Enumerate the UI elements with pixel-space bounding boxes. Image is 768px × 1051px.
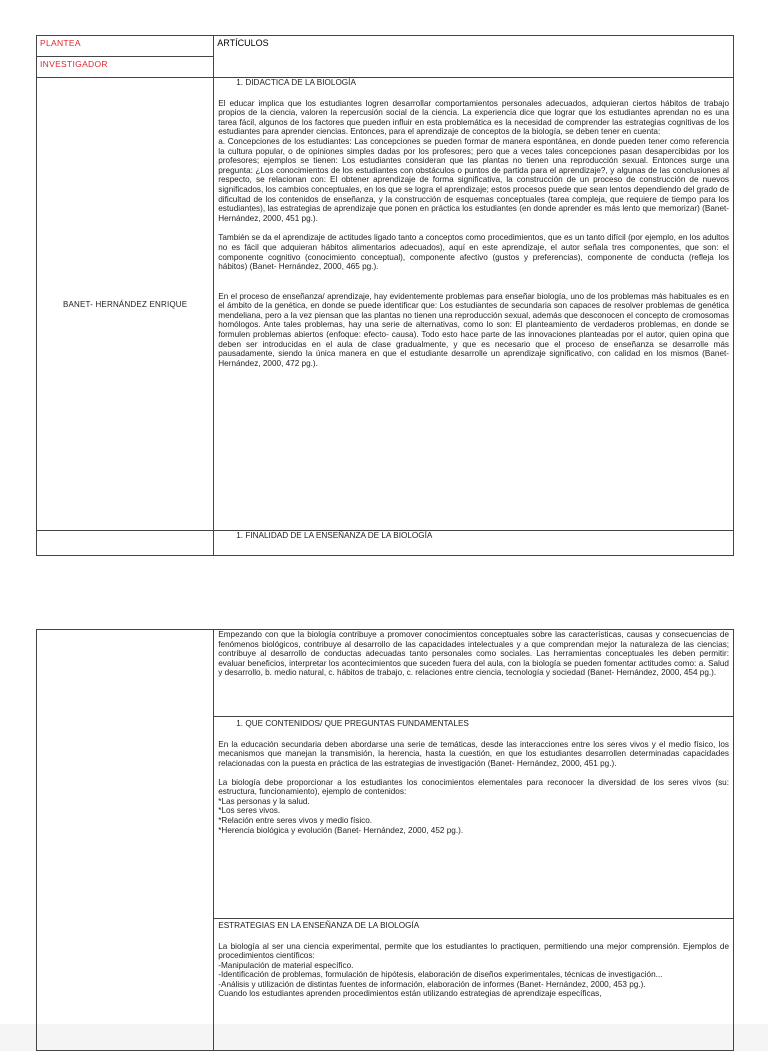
list-item: *Los seres vivos. <box>218 806 281 816</box>
paragraph: En la educación secundaria deben abordarse una serie de temáticas, desde las interacciones entre los seres vivos y el medio físico, los mecanismos que manejan la transmisión, la herencia, hasta la cuestión, en que los estudiantes desarrollen determinadas capacidades relacionadas con la puesta en práctica de las estrategias de investigación (Banet- Hernández, 2000, 451 pg.). <box>218 739 729 769</box>
list-item: -Análisis y utilización de distintas fuentes de información, elaboración de informes (Banet- Hernández, 2000, 453 pg.). <box>218 979 646 989</box>
content-cell <box>214 630 734 717</box>
section-heading-contenidos: 1. QUE CONTENIDOS/ QUE PREGUNTAS FUNDAMENTALES <box>236 719 469 729</box>
articles-table-top <box>36 35 734 556</box>
label-articulos: ARTÍCULOS <box>214 36 734 78</box>
label-plantea: PLANTEA <box>37 36 214 57</box>
author-cell: BANET- HERNÁNDEZ ENRIQUE <box>37 78 214 531</box>
list-item: -Identificación de problemas, formulación de hipótesis, elaboración de diseños experimentales, técnicas de investigación... <box>218 970 663 980</box>
heading-cell <box>214 531 734 556</box>
list-item: -Manipulación de material específico. <box>218 960 354 970</box>
section-heading-estrategias: ESTRATEGIAS EN LA ENSEÑANZA DE LA BIOLOGÍA <box>218 920 420 930</box>
list-item: *Relación entre seres vivos y medio físico. <box>218 816 373 826</box>
articles-content-cell <box>214 78 734 531</box>
empty-cell <box>37 531 214 556</box>
paragraph: También se da el aprendizaje de actitudes ligado tanto a conceptos como procedimientos, que es un tanto difícil (por ejemplo, en los adultos no es fácil que adquieran hábitos alimentarios adecuados), aquí en este aprendizaje, el autor señala tres componentes, que son: el componente cognitivo (conocimiento conceptual), componente afectivo (gustos y preferencias), componente de conducta (refleja los hábitos) (Banet- Hernández, 2000, 465 pg.). <box>218 233 729 272</box>
content-cell <box>214 918 734 1050</box>
articles-table-bottom <box>36 629 734 1051</box>
section-heading-finalidad: 1. FINALIDAD DE LA ENSEÑANZA DE LA BIOLOGÍA <box>236 531 433 540</box>
list-item: *Herencia biológica y evolución (Banet- Hernández, 2000, 452 pg.). <box>218 825 464 835</box>
empty-cell <box>37 630 214 1051</box>
list-item: *Las personas y la salud. <box>218 796 310 806</box>
procedures-list <box>218 961 729 990</box>
paragraph: La biología debe proporcionar a los estudiantes los conocimientos elementales para reconocer la diversidad de los seres vivos (su: estructura, funcionamiento), ejemplo de contenidos: <box>218 777 729 797</box>
paragraph: El educar implica que los estudiantes logren desarrollar comportamientos personales adecuados, adquieran ciertos hábitos de trabajo propios de la ciencia, valoren la repercusión social de la ciencia. La experiencia dice que lograr que los estudiantes aprendan no es una tarea fácil, algunos de los factores que pueden influir en esta problemática es la necesidad de comprender las estrategias cognitivas de los estudiantes para aprender ciencias. Entonces, para el aprendizaje de conceptos de la biología, se deben tener en cuenta: <box>218 98 729 137</box>
paragraph: La biología al ser una ciencia experimental, permite que los estudiantes lo practiquen, permitiendo una mejor comprensión. Ejemplos de procedimientos científicos: <box>218 941 729 961</box>
paragraph: a. Concepciones de los estudiantes: Las concepciones se pueden formar de manera espontánea, en donde pueden tener como referencia la cultura popular, o de opiniones simples dadas por los profesores; pero que a veces tales concepciones pasan desapercibidas por los profesores; ejemplos se tienen: Los estudiantes consideran que las plantas no tienen una reproducción sexual. Entonces surge una pregunta: ¿Los conocimientos de los estudiantes con obstáculos o puntos de partida para el aprendizaje?, y algunas de las conclusiones al respecto, se relacionan con: El obtener aprendizaje de forma significativa, la construcción de un proceso de construcción de nuevos significados, los cambios conceptuales, en los que se logra el aprendizaje; estos procesos puede que sean lentos dependiendo del grado de dificultad de los contenidos de enseñanza, y la construcción de esquemas conceptuales (tarea compleja, que requiere de tiempo para los estudiantes), las estrategias de aprendizaje que ponen en práctica los estudiantes (en donde aprender es más lento que memorizar) (Banet- Hernández, 2000, 451 pg.). <box>218 136 729 223</box>
section-heading-didactica: 1. DIDACTICA DE LA BIOLOGÍA <box>236 78 356 87</box>
paragraph: En el proceso de enseñanza/ aprendizaje, hay evidentemente problemas para enseñar biología, uno de los problemas más habituales es en el ámbito de la genética, en donde se puede identificar que: Los estudiantes de secundaria son capaces de resolver problemas de genética mendeliana, pero a la vez piensan que las plantas no tienen una reproducción sexual, además que desconocen el concepto de cromosomas homólogos. Ante tales problemas, hay una serie de alternativas, como lo son: El planteamiento de verdaderos problemas, en donde se formulen problemas abiertos (enfoque: efecto- causa). Todo esto hace parte de las innovaciones planteadas por el autor, quien opina que deben ser introducidas en el aula de clase gradualmente, y que es necesario que el proceso de enseñanza se desarrolle más pausadamente, siendo la única manera en que el estudiante desarrolle un aprendizaje significativo, con calidad en los mismos (Banet- Hernández, 2000, 472 pg.). <box>218 291 729 368</box>
label-investigador: INVESTIGADOR <box>37 57 214 78</box>
paragraph: Empezando con que la biología contribuye a promover conocimientos conceptuales sobre las características, causas y consecuencias de fenómenos biológicos, contribuye al desarrollo de las capacidades intelectuales y a que comprendan mejor la naturaleza de las ciencias; contribuye al desarrollo de conductas adecuadas tanto personales como sociales. Las herramientas conceptuales les deben permitir: evaluar beneficios, interpretar los acontecimientos que suceden fuera del aula, con la biología se pueden fomentar actitudes como: a. Salud y desarrollo, b. medio natural, c. hábitos de trabajo, c. relaciones entre ciencia, tecnología y sociedad (Banet- Hernández, 2000, 454 pg.). <box>218 630 729 678</box>
content-list <box>218 797 729 835</box>
content-cell <box>214 717 734 919</box>
paragraph: Cuando los estudiantes aprenden procedimientos están utilizando estrategias de aprendizaje específicas, <box>218 989 602 999</box>
